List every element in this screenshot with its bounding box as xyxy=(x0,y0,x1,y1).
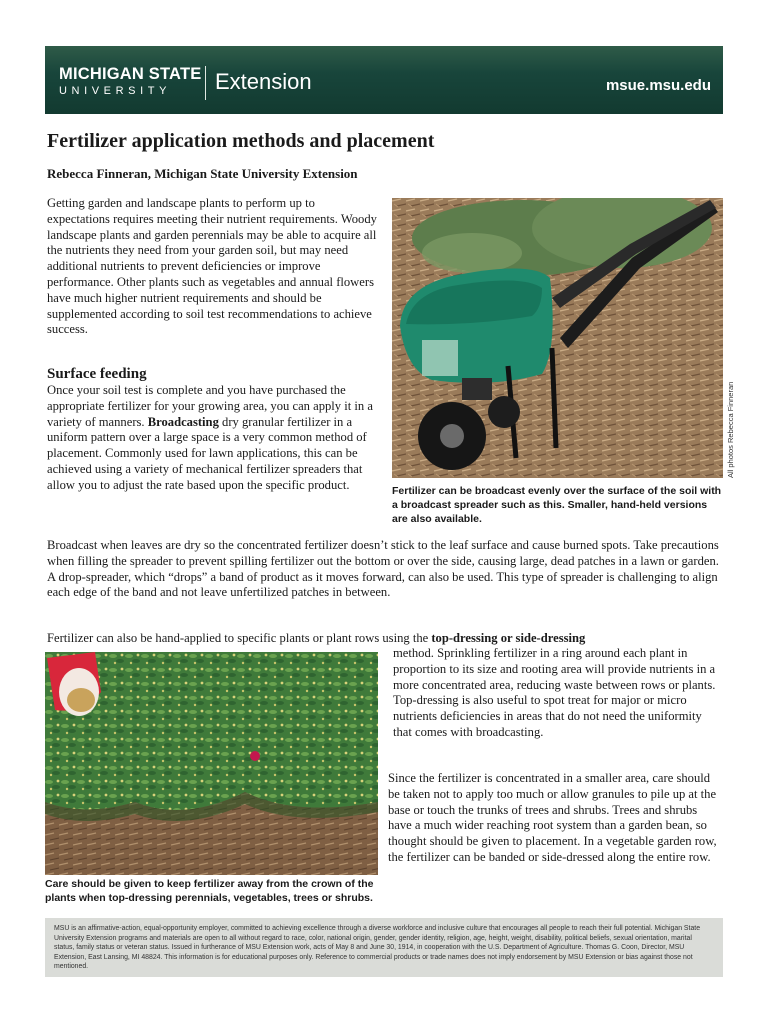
spreader-caption: Fertilizer can be broadcast evenly over the surface of the soil with a broadcast spreader such as this. Smaller, hand-held versions are also available. xyxy=(392,485,722,525)
surface-text-part-2: dry granular fertilizer in a uniform pattern over a large space is a very common method of placement. Commonly used for lawn applications, this can be achieved using a variety of mechanical fertilizer spreaders that allow you to adjust the rate based upon the specific product. xyxy=(47,414,367,492)
site-url-link[interactable]: msue.msu.edu xyxy=(605,77,711,94)
section-heading: Surface feeding xyxy=(47,366,147,382)
surface-text-part-1: Once your soil test is complete and you have purchased the appropriate fertilizer for your growing area, you can apply it in a variety of manners. xyxy=(47,383,373,429)
page-title: Fertilizer application methods and placement xyxy=(47,130,435,152)
footer-disclaimer xyxy=(45,918,723,977)
intro-paragraph: Getting garden and landscape plants to perform up to expectations requires meeting their nutrient requirements. Woody landscape plants and garden perennials may be able to acquire all the nutrients they need from your garden soil, but may need additional nutrients to prevent deficiencies or improve performance. Other plants such as vegetables and annual flowers have much higher nutrient requirements and should be supplemented according to soil test recommendations to achieve success. xyxy=(47,196,377,337)
brand-extension-label: Extension xyxy=(215,69,312,94)
brand-divider xyxy=(205,66,206,100)
flower-bed-photo xyxy=(45,652,378,875)
photo-credit xyxy=(726,381,736,488)
photo-credit-text: All photos Rebecca Finneran xyxy=(726,381,735,478)
spreader-photo xyxy=(392,198,723,478)
hand-applied-text: Fertilizer can also be hand-applied to specific plants or plant rows using the xyxy=(47,631,432,645)
brand-university-wordmark: UNIVERSITY xyxy=(59,85,172,97)
placement-paragraph: Since the fertilizer is concentrated in a smaller area, care should be taken not to apply too much or allow granules to pile up at the base or touch the trunks of trees and shrubs. Trees and shrubs have a much wider reaching root system than a garden bean, so thought should be given to placement. In a vegetable garden row, the fertilizer can be banded or side-dressed along the entire row. xyxy=(388,771,717,864)
top-dressing-paragraph: method. Sprinkling fertilizer in a ring around each plant in proportion to its size and rooting area will provide nutrients in a more concentrated area, reducing waste between rows or plants. Top-dressing is also useful to spot treat for major or micro nutrients deficiencies in areas that do not need the uniformity that comes with broadcasting. xyxy=(393,646,716,739)
author-byline: Rebecca Finneran, Michigan State University Extension xyxy=(47,166,358,181)
broadcast-paragraph: Broadcast when leaves are dry so the concentrated fertilizer doesn’t stick to the leaf surface and cause burned spots. Take precautions when filling the spreader to prevent spilling fertilizer out the bottom or over the side, causing large, dead patches in a lawn or garden. A drop-spreader, which “drops” a band of product as it moves forward, can also be used. This type of spreader is challenging to align each edge of the band and not leave unfertilized patches in between. xyxy=(47,538,719,600)
hand-applied-intro xyxy=(47,631,723,647)
footer-text: MSU is an affirmative-action, equal-opportunity employer, committed to achieving excellence through a diverse workforce and inclusive culture that encourages all people to reach their full potential. Michigan State University Extension programs and materials are open to all without regard to race, color, national origin, gender, gender identity, religion, age, height, weight, disability, political beliefs, sexual orientation, marital status, family status or veteran status. Issued in furtherance of MSU Extension work, acts of May 8 and June 30, 1914, in cooperation with the U.S. Department of Agriculture. Thomas G. Coon, Director, MSU Extension, East Lansing, MI 48824. This information is for educational purposes only. Reference to commercial products or trade names does not imply endorsement by MSU Extension or bias against those not mentioned. xyxy=(54,925,701,971)
flower-bed-caption: Care should be given to keep fertilizer away from the crown of the plants when top-dressing perennials, vegetables, trees or shrubs. xyxy=(45,878,374,904)
header-banner xyxy=(45,46,723,114)
top-dressing-term: top-dressing or side-dressing xyxy=(431,631,586,645)
broadcasting-term: Broadcasting xyxy=(147,414,219,429)
surface-feeding-paragraph xyxy=(47,383,373,494)
brand-msu-wordmark: MICHIGAN STATE xyxy=(59,65,202,83)
